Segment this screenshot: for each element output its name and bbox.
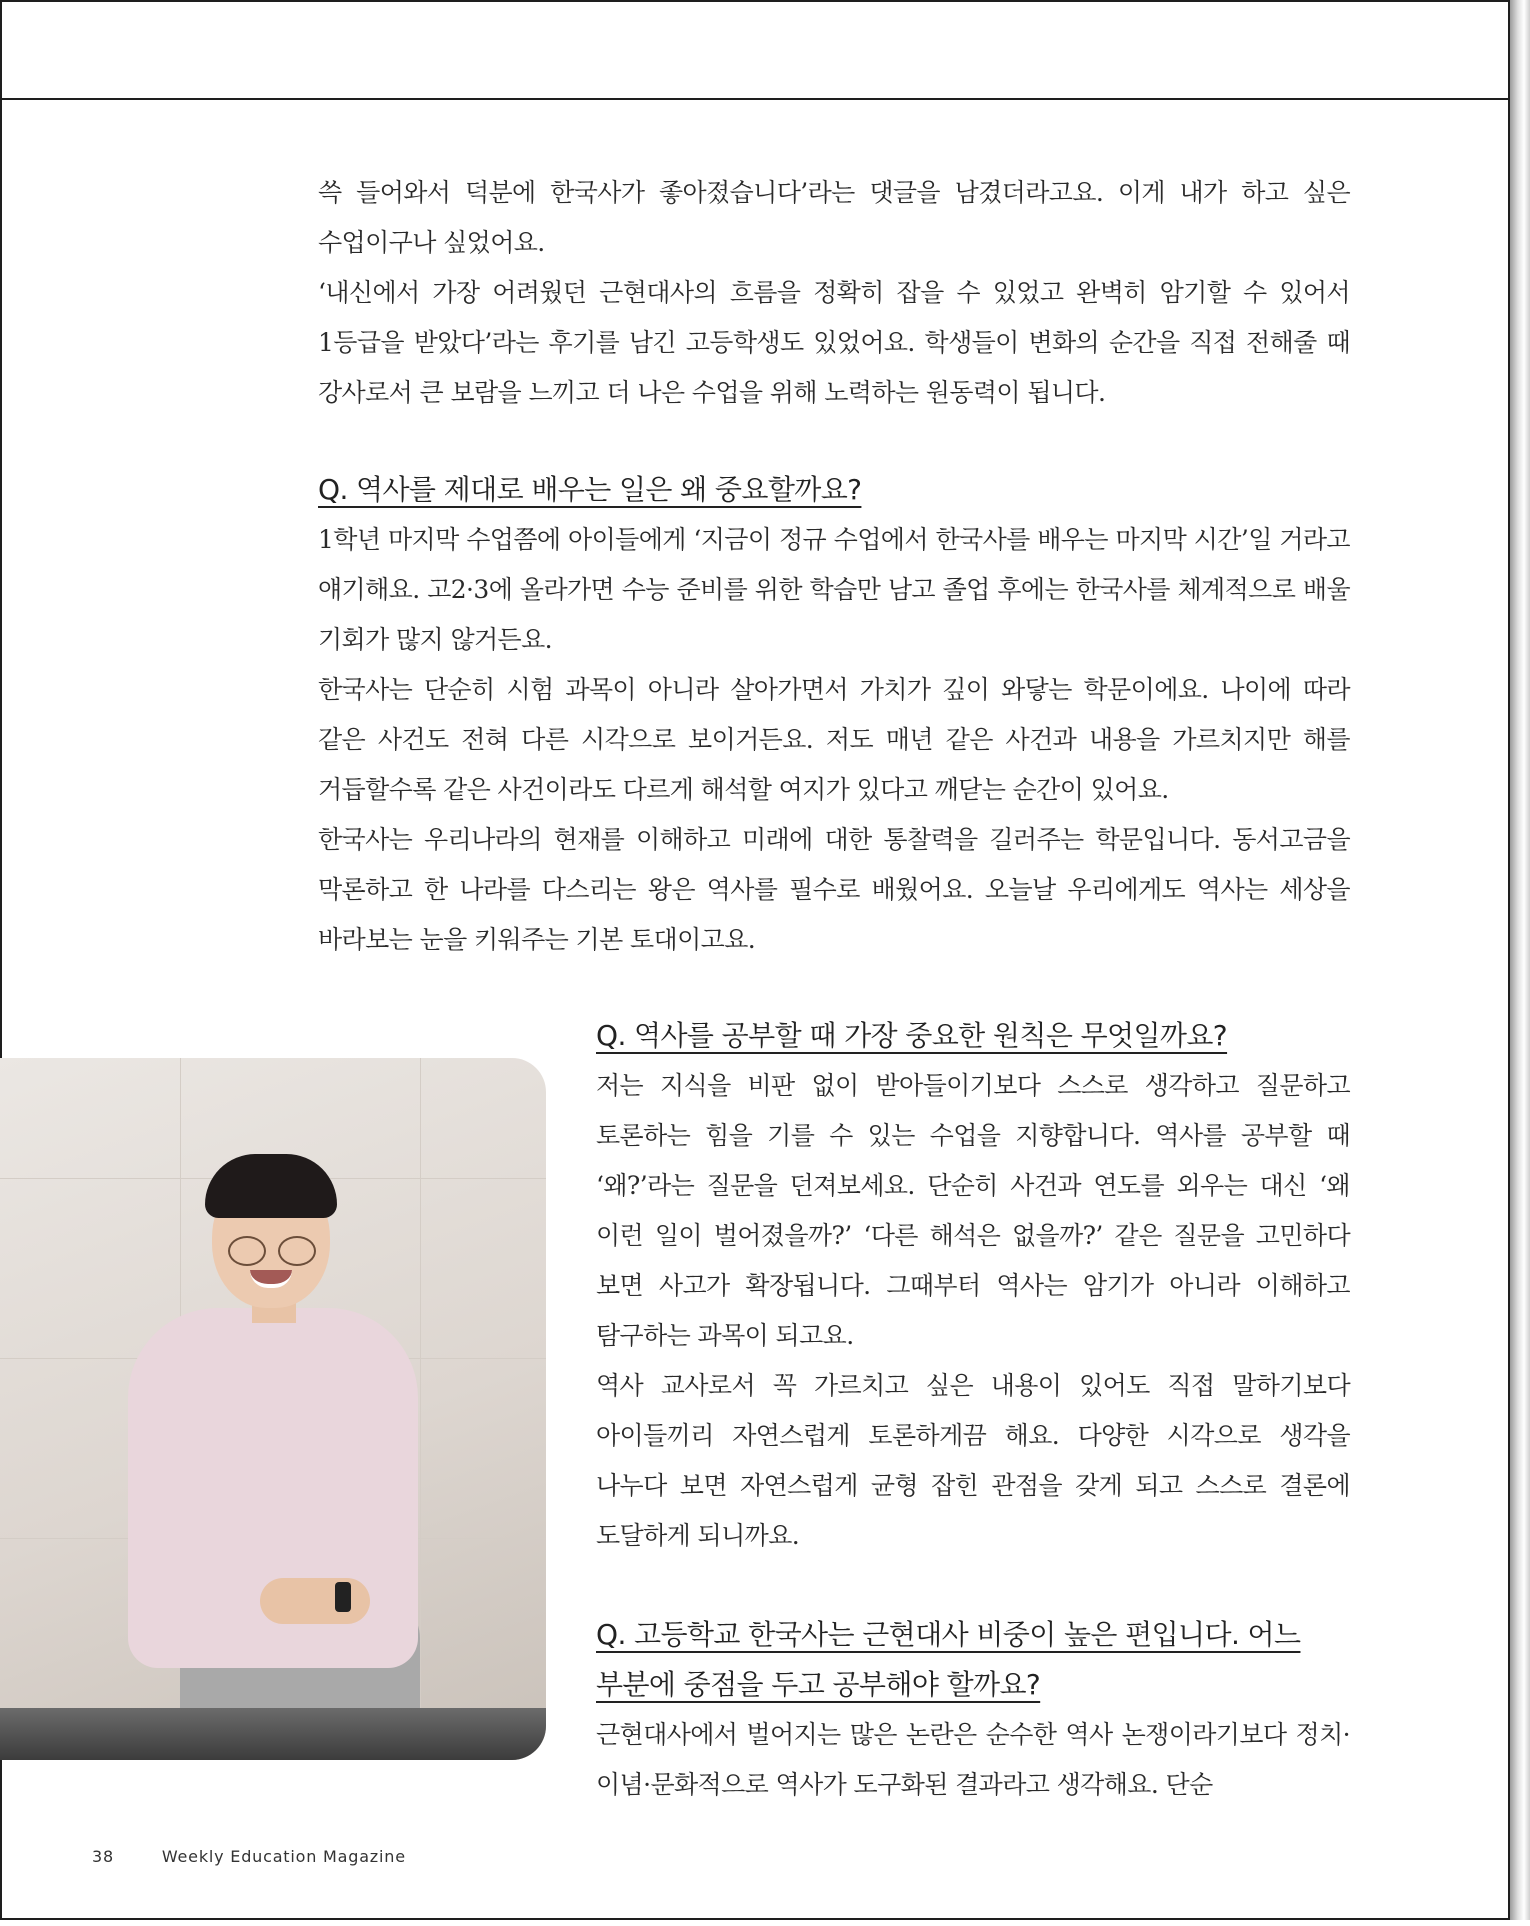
page-curl-edge <box>1510 0 1530 1920</box>
question-heading <box>318 465 1350 515</box>
paragraph: 쓱 들어와서 덕분에 한국사가 좋아졌습니다’라는 댓글을 남겼더라고요. 이게 내가 하고 싶은 수업이구나 싶었어요. <box>318 178 1350 257</box>
question-text: Q. 고등학교 한국사는 근현대사 비중이 높은 편입니다. 어느 부분에 중점을 두고 공부해야 할까요? <box>596 1618 1301 1701</box>
paragraph: 역사 교사로서 꼭 가르치고 싶은 내용이 있어도 직접 말하기보다 아이들끼리 자연스럽게 토론하게끔 해요. 다양한 시각으로 생각을 나누다 보면 자연스럽게 균형 잡힌 관점을 갖게 되고 스스로 결론에 도달하게 되니까요. <box>596 1371 1350 1550</box>
person-hands <box>260 1578 370 1624</box>
page-footer <box>92 1847 406 1866</box>
section-study-principle <box>596 1011 1350 1561</box>
paragraph: ‘내신에서 가장 어려웠던 근현대사의 흐름을 정확히 잡을 수 있었고 완벽히 암기할 수 있어서 1등급을 받았다’라는 후기를 남긴 고등학생도 있었어요. 학생들이 변화의 순간을 직접 전해줄 때 강사로서 큰 보람을 느끼고 더 나은 수업을 위해 노력하는 원동력이 됩니다. <box>318 278 1350 407</box>
wall-tile-line <box>420 1058 421 1760</box>
magazine-name: Weekly Education Magazine <box>161 1847 406 1866</box>
question-text: Q. 역사를 제대로 배우는 일은 왜 중요할까요? <box>318 473 862 506</box>
bench <box>0 1708 546 1760</box>
question-heading <box>596 1011 1350 1061</box>
person-hair <box>205 1154 337 1218</box>
section-why-history-matters <box>318 465 1350 965</box>
question-heading <box>596 1610 1350 1710</box>
paragraph: 1학년 마지막 수업쯤에 아이들에게 ‘지금이 정규 수업에서 한국사를 배우는 마지막 시간’일 거라고 얘기해요. 고2·3에 올라가면 수능 준비를 위한 학습만 남고 졸업 후에는 한국사를 체계적으로 배울 기회가 많지 않거든요. <box>318 525 1350 654</box>
paragraph: 저는 지식을 비판 없이 받아들이기보다 스스로 생각하고 질문하고 토론하는 힘을 기를 수 있는 수업을 지향합니다. 역사를 공부할 때 ‘왜?’라는 질문을 던져보세요. 단순히 사건과 연도를 외우는 대신 ‘왜 이런 일이 벌어졌을까?’ ‘다른 해석은 없을까?’ 같은 질문을 고민하다 보면 사고가 확장됩니다. 그때부터 역사는 암기가 아니라 이해하고 탐구하는 과목이 되고요. <box>596 1071 1350 1350</box>
paragraph: 한국사는 우리나라의 현재를 이해하고 미래에 대한 통찰력을 길러주는 학문입니다. 동서고금을 막론하고 한 나라를 다스리는 왕은 역사를 필수로 배웠어요. 오늘날 우리에게도 역사는 세상을 바라보는 눈을 키워주는 기본 토대이고요. <box>318 825 1350 954</box>
teacher-portrait-photo <box>0 1058 546 1760</box>
glasses-left-lens <box>228 1236 266 1266</box>
section-previous-answer <box>318 168 1350 418</box>
section-modern-history-focus <box>596 1610 1350 1810</box>
paragraph: 한국사는 단순히 시험 과목이 아니라 살아가면서 가치가 깊이 와닿는 학문이에요. 나이에 따라 같은 사건도 전혀 다른 시각으로 보이거든요. 저도 매년 같은 사건과 내용을 가르치지만 해를 거듭할수록 같은 사건이라도 다르게 해석할 여지가 있다고 깨닫는 순간이 있어요. <box>318 675 1350 804</box>
page-number: 38 <box>92 1847 114 1866</box>
wristwatch <box>335 1582 351 1612</box>
paragraph: 근현대사에서 벌어지는 많은 논란은 순수한 역사 논쟁이라기보다 정치·이념·문화적으로 역사가 도구화된 결과라고 생각해요. 단순 <box>596 1720 1350 1799</box>
question-text: Q. 역사를 공부할 때 가장 중요한 원칙은 무엇일까요? <box>596 1019 1228 1052</box>
header-rule <box>2 98 1512 100</box>
glasses-right-lens <box>278 1236 316 1266</box>
